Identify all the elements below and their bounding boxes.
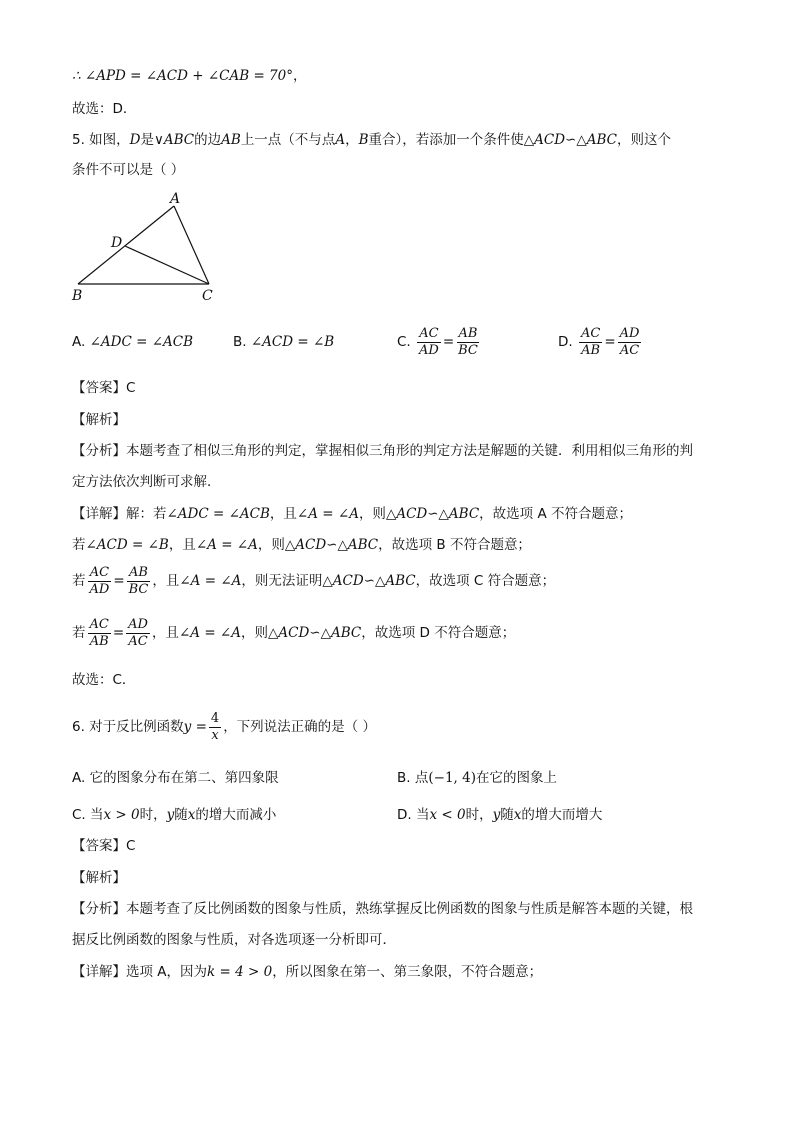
fraction: $\frac{AB}{BC}$	[458, 325, 478, 358]
angle-equation: ∴ ∠APD = ∠ACD + ∠CAB = 70°	[72, 68, 293, 84]
q5-detail-d: 若 $\frac{AC}{AB}$ = $\frac{AD}{AC}$ ，且∠A = ∠A，则△ACD∽△ABC，故选项 D 不符合题意；	[72, 616, 516, 649]
segment-dc	[125, 246, 209, 284]
q6-analysis-heading: 【解析】	[72, 870, 126, 886]
q5-analysis-line1: 【分析】本题考查了相似三角形的判定，掌握相似三角形的判定方法是解题的关键．利用相似三角形的判	[72, 443, 693, 459]
q5-analysis-line2: 定方法依次判断可求解．	[72, 474, 221, 490]
fraction: $\frac{AC}{AD}$	[419, 325, 439, 358]
q6-detail-a: 【详解】选项 A，因为k = 4 > 0，所以图象在第一、第三象限，不符合题意；	[72, 964, 543, 980]
side-ab	[78, 206, 174, 284]
fraction: $\frac{AC}{AD}$	[89, 564, 110, 597]
q6-option-a: A. 它的图象分布在第二、第四象限	[72, 770, 279, 786]
q5-detail-a: 【详解】解：若∠ADC = ∠ACB，且∠A = ∠A，则△ACD∽△ABC，故选项 A 不符合题意；	[72, 506, 632, 522]
question-6-stem: 6. 对于反比例函数y = $\frac{4}{x}$ ，下列说法正确的是（ ）	[72, 710, 376, 743]
q5-detail-b: 若∠ACD = ∠B，且∠A = ∠A，则△ACD∽△ABC，故选项 B 不符合题意；	[72, 537, 531, 553]
q6-option-b: B. 点(−1, 4)在它的图象上	[397, 770, 557, 786]
q6-option-d: D. 当x < 0时，y随x的增大而增大	[397, 807, 603, 823]
q5-analysis-heading: 【解析】	[72, 412, 126, 428]
fraction: $\frac{4}{x}$	[210, 710, 220, 743]
previous-answer: 故选：D．	[72, 101, 137, 117]
conclusion-line: ∴ ∠APD = ∠ACD + ∠CAB = 70°，	[72, 68, 307, 84]
label-c: C	[202, 288, 213, 304]
q5-option-b: B. ∠ACD = ∠B	[233, 334, 335, 350]
q5-answer: 【答案】C	[72, 380, 136, 396]
fraction: $\frac{AD}{AC}$	[128, 616, 148, 649]
q6-option-c: C. 当x > 0时，y随x的增大而减小	[72, 807, 277, 823]
q5-final-answer: 故选：C．	[72, 672, 136, 688]
question-5-stem: 5. 如图，D是∨ABC的边AB上一点（不与点A，B重合），若添加一个条件使△ACD∽△ABC，则这个	[72, 132, 671, 148]
q6-analysis-line2: 据反比例函数的图象与性质，对各选项逐一分析即可．	[72, 932, 396, 948]
fraction: $\frac{AC}{AB}$	[89, 616, 109, 649]
q5-detail-c: 若 $\frac{AC}{AD}$ = $\frac{AB}{BC}$ ，且∠A = ∠A，则无法证明△ACD∽△ABC，故选项 C 符合题意；	[72, 564, 556, 597]
fraction: $\frac{AD}{AC}$	[619, 325, 640, 358]
q5-option-c: C. $\frac{AC}{AD}$ = $\frac{AB}{BC}$	[397, 325, 478, 358]
q6-analysis-line1: 【分析】本题考查了反比例函数的图象与性质，熟练掌握反比例函数的图象与性质是解答本题的关键，根	[72, 901, 693, 917]
fraction: $\frac{AC}{AB}$	[580, 325, 601, 358]
side-ac	[174, 206, 209, 284]
q6-answer: 【答案】C	[72, 838, 136, 854]
question-5-stem-line2: 条件不可以是（ ）	[72, 162, 185, 178]
label-a: A	[170, 191, 181, 207]
label-d: D	[111, 235, 123, 251]
q5-option-d: D. $\frac{AC}{AB}$ = $\frac{AD}{AC}$	[558, 325, 640, 358]
label-b: B	[72, 288, 83, 304]
q5-option-a: A. ∠ADC = ∠ACB	[72, 334, 194, 350]
fraction: $\frac{AB}{BC}$	[128, 564, 149, 597]
triangle-figure	[66, 188, 226, 306]
